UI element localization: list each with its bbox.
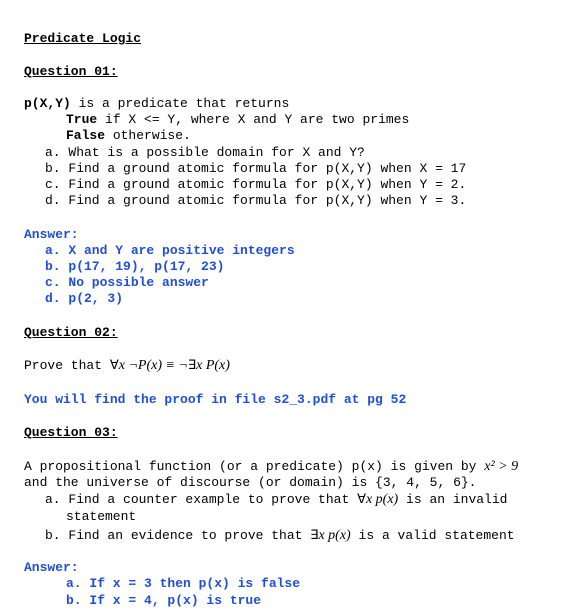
q1-item-a: a. What is a possible domain for X and Y? [45,145,365,160]
q1-false-line [66,128,191,144]
q3-item-a-pre: a. Find a counter example to prove that [45,492,358,507]
exists-symbol: ∃ [187,358,197,373]
q2-lhs-formula: x ¬P(x) ≡ ¬ [118,358,188,373]
q1-stem [24,96,289,112]
q2-prove-prefix: Prove that [24,358,110,373]
q1-false-rest: otherwise. [105,128,191,143]
q1-false-word: False [66,128,106,143]
q2-heading: Question 02: [24,325,118,340]
q1-true-rest: if X <= Y, where X and Y are two primes [97,112,410,127]
q3-item-b-post: is a valid statement [350,528,515,543]
q2-answer: You will find the proof in file s2_3.pdf at pg 52 [24,392,407,407]
q3-line1 [24,459,518,475]
q1-answer-label: Answer: [24,227,79,242]
page-title: Predicate Logic [24,31,142,46]
q3-answer-a: a. If x = 3 then p(x) is false [66,576,301,591]
q1-true-line [66,112,409,128]
q3-line1-math: x² > 9 [484,459,519,474]
q3-item-a [45,492,507,508]
q2-prove-line [24,358,230,374]
q3-answer-label: Answer: [24,560,79,575]
q1-true-word: True [66,112,98,127]
q3-item-b-pre: b. Find an evidence to prove that [45,528,311,543]
exists-symbol: ∃ [310,528,319,543]
forall-symbol: ∀ [109,358,119,373]
q1-answer-a: a. X and Y are positive integers [45,243,295,258]
q3-answer-b: b. If x = 4, p(x) is true [66,593,262,608]
q3-item-a-cont: statement [66,509,137,524]
q1-stem-rest: is a predicate that returns [70,96,290,111]
q1-answer-d: d. p(2, 3) [45,291,124,306]
q1-predicate: p(X,Y) [24,96,71,111]
forall-symbol: ∀ [357,492,366,507]
q3-item-a-post: is an invalid [398,492,508,507]
q3-line2: and the universe of discourse (or domain) is {3, 4, 5, 6}. [24,475,477,490]
q3-item-a-math: x p(x) [365,492,399,507]
q1-answer-b: b. p(17, 19), p(17, 23) [45,259,225,274]
q1-answer-c: c. No possible answer [45,275,209,290]
q2-rhs-formula: x P(x) [196,358,230,373]
q3-line1-text: A propositional function (or a predicate) p(x) is given by [24,459,485,474]
q1-item-c: c. Find a ground atomic formula for p(X,Y) when Y = 2. [45,177,467,192]
q3-item-b-math: x p(x) [318,528,351,543]
q3-heading: Question 03: [24,425,118,440]
q1-item-b: b. Find a ground atomic formula for p(X,Y) when X = 17 [45,161,467,176]
q1-heading: Question 01: [24,64,118,79]
q1-item-d: d. Find a ground atomic formula for p(X,Y) when Y = 3. [45,193,467,208]
q3-item-b [45,528,515,544]
